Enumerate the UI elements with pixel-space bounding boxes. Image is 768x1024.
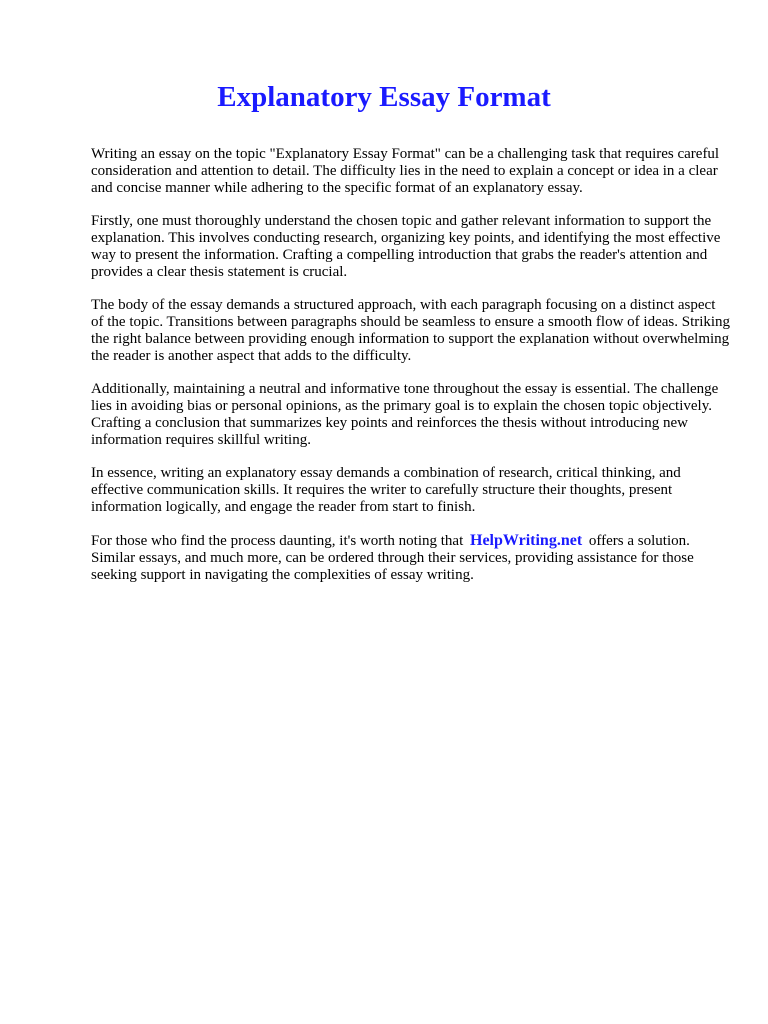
paragraph-closing	[91, 532, 731, 584]
paragraph-research: Firstly, one must thoroughly understand the chosen topic and gather relevant information to support the explanation. This involves conducting research, organizing key points, and identifying the most effective way to present the information. Crafting a compelling introduction that grabs the reader's attention and provides a clear thesis statement is crucial.	[91, 213, 721, 280]
closing-text-after-link: offers a solution. Similar essays, and much more, can be ordered through their services, providing assistance for those seeking support in navigating the complexities of essay writing.	[91, 533, 694, 583]
page-title: Explanatory Essay Format	[217, 81, 551, 113]
paragraph-essence: In essence, writing an explanatory essay demands a combination of research, critical thinking, and effective communication skills. It requires the writer to carefully structure their thoughts, present information logically, and engage the reader from start to finish.	[91, 465, 681, 515]
closing-text-before-link: For those who find the process daunting, it's worth noting that	[91, 533, 464, 549]
paragraph-tone: Additionally, maintaining a neutral and informative tone throughout the essay is essential. The challenge lies in avoiding bias or personal opinions, as the primary goal is to explain the chosen topic objectively. Crafting a conclusion that summarizes key points and reinforces the thesis without introducing new information requires skillful writing.	[91, 381, 719, 448]
paragraph-intro: Writing an essay on the topic "Explanatory Essay Format" can be a challenging task that requires careful consideration and attention to detail. The difficulty lies in the need to explain a concept or idea in a clear and concise manner while adhering to the specific format of an explanatory essay.	[91, 146, 720, 196]
helpwriting-link[interactable]: HelpWriting.net	[470, 532, 583, 549]
paragraph-body-structure: The body of the essay demands a structured approach, with each paragraph focusing on a distinct aspect of the topic. Transitions between paragraphs should be seamless to ensure a smooth flow of ideas. Striking the right balance between providing enough information to support the explanation without overwhelming the reader is another aspect that adds to the difficulty.	[91, 297, 731, 364]
essay-body	[91, 146, 731, 600]
